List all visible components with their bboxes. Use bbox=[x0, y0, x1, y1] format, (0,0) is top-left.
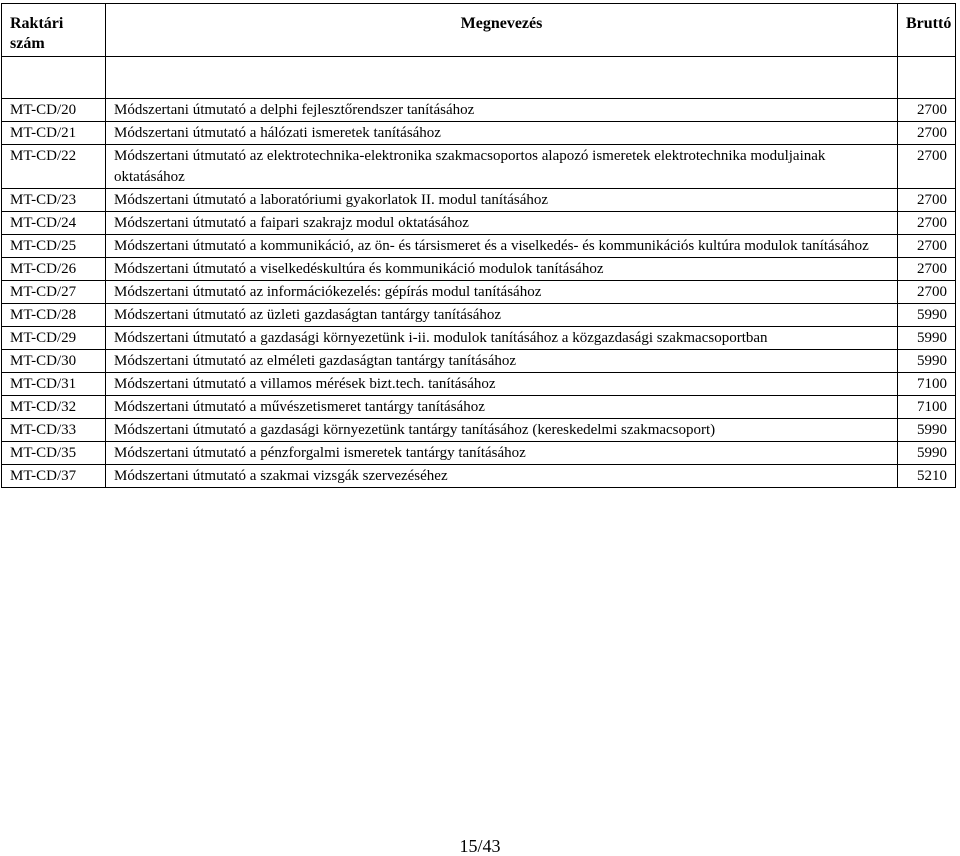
table-row bbox=[2, 396, 956, 419]
stock-number-cell: MT-CD/25 bbox=[2, 235, 106, 258]
item-name-cell: Módszertani útmutató a laboratóriumi gyakorlatok II. modul tanításához bbox=[106, 189, 898, 212]
stock-number-cell: MT-CD/28 bbox=[2, 304, 106, 327]
page-number: 15/43 bbox=[459, 836, 501, 856]
table-row bbox=[2, 465, 956, 488]
gross-price-cell: 2700 bbox=[898, 212, 956, 235]
table-row bbox=[2, 235, 956, 258]
stock-number-cell: MT-CD/26 bbox=[2, 258, 106, 281]
item-name-cell: Módszertani útmutató az elektrotechnika-elektronika szakmacsoportos alapozó ismeretek elektrotechnika moduljainak oktatásához bbox=[106, 145, 898, 189]
gross-price-cell: 5990 bbox=[898, 419, 956, 442]
item-name-cell: Módszertani útmutató az üzleti gazdaságtan tantárgy tanításához bbox=[106, 304, 898, 327]
table-row bbox=[2, 350, 956, 373]
stock-number-cell: MT-CD/35 bbox=[2, 442, 106, 465]
stock-number-cell: MT-CD/22 bbox=[2, 145, 106, 189]
price-list-table bbox=[1, 3, 956, 488]
gross-price-cell: 2700 bbox=[898, 281, 956, 304]
stock-number-cell: MT-CD/24 bbox=[2, 212, 106, 235]
stock-number-cell: MT-CD/23 bbox=[2, 189, 106, 212]
table-row bbox=[2, 145, 956, 189]
table-row bbox=[2, 122, 956, 145]
item-name-cell: Módszertani útmutató a gazdasági környezetünk tantárgy tanításához (kereskedelmi szakmacsoport) bbox=[106, 419, 898, 442]
table-row bbox=[2, 189, 956, 212]
item-name-cell: Módszertani útmutató a művészetismeret tantárgy tanításához bbox=[106, 396, 898, 419]
gross-price-cell: 5210 bbox=[898, 465, 956, 488]
gross-price-cell: 2700 bbox=[898, 145, 956, 189]
item-name-cell: Módszertani útmutató a hálózati ismeretek tanításához bbox=[106, 122, 898, 145]
item-name-cell: Módszertani útmutató a villamos mérések bizt.tech. tanításához bbox=[106, 373, 898, 396]
gross-price-cell: 2700 bbox=[898, 99, 956, 122]
item-name-cell: Módszertani útmutató a szakmai vizsgák szervezéséhez bbox=[106, 465, 898, 488]
gross-price-cell: 7100 bbox=[898, 396, 956, 419]
stock-number-cell: MT-CD/20 bbox=[2, 99, 106, 122]
empty-row bbox=[2, 57, 956, 99]
stock-number-cell: MT-CD/30 bbox=[2, 350, 106, 373]
stock-number-cell: MT-CD/31 bbox=[2, 373, 106, 396]
item-name-cell: Módszertani útmutató a viselkedéskultúra és kommunikáció modulok tanításához bbox=[106, 258, 898, 281]
header-stock-number: Raktári szám bbox=[2, 4, 106, 57]
gross-price-cell: 7100 bbox=[898, 373, 956, 396]
table-row bbox=[2, 442, 956, 465]
gross-price-cell: 5990 bbox=[898, 327, 956, 350]
table-row bbox=[2, 373, 956, 396]
gross-price-cell: 5990 bbox=[898, 442, 956, 465]
stock-number-cell: MT-CD/27 bbox=[2, 281, 106, 304]
gross-price-cell: 2700 bbox=[898, 122, 956, 145]
item-name-cell: Módszertani útmutató a delphi fejlesztőrendszer tanításához bbox=[106, 99, 898, 122]
stock-number-cell: MT-CD/33 bbox=[2, 419, 106, 442]
gross-price-cell: 5990 bbox=[898, 304, 956, 327]
empty-cell bbox=[898, 57, 956, 99]
stock-number-cell: MT-CD/21 bbox=[2, 122, 106, 145]
table-row bbox=[2, 419, 956, 442]
header-name: Megnevezés bbox=[106, 4, 898, 57]
gross-price-cell: 2700 bbox=[898, 235, 956, 258]
gross-price-cell: 2700 bbox=[898, 189, 956, 212]
item-name-cell: Módszertani útmutató a pénzforgalmi ismeretek tantárgy tanításához bbox=[106, 442, 898, 465]
table-row bbox=[2, 99, 956, 122]
table-body bbox=[2, 57, 956, 488]
empty-cell bbox=[2, 57, 106, 99]
gross-price-cell: 2700 bbox=[898, 258, 956, 281]
table-row bbox=[2, 281, 956, 304]
table-header-row bbox=[2, 4, 956, 57]
header-gross-price: Bruttó bbox=[898, 4, 956, 57]
stock-number-cell: MT-CD/37 bbox=[2, 465, 106, 488]
stock-number-cell: MT-CD/29 bbox=[2, 327, 106, 350]
table-row bbox=[2, 258, 956, 281]
table-row bbox=[2, 327, 956, 350]
item-name-cell: Módszertani útmutató az elméleti gazdaságtan tantárgy tanításához bbox=[106, 350, 898, 373]
gross-price-cell: 5990 bbox=[898, 350, 956, 373]
item-name-cell: Módszertani útmutató a kommunikáció, az ön- és társismeret és a viselkedés- és kommunikációs kultúra modulok tanításához bbox=[106, 235, 898, 258]
item-name-cell: Módszertani útmutató a gazdasági környezetünk i-ii. modulok tanításához a közgazdasági szakmacsoportban bbox=[106, 327, 898, 350]
item-name-cell: Módszertani útmutató az információkezelés: gépírás modul tanításához bbox=[106, 281, 898, 304]
item-name-cell: Módszertani útmutató a faipari szakrajz modul oktatásához bbox=[106, 212, 898, 235]
table-row bbox=[2, 212, 956, 235]
empty-cell bbox=[106, 57, 898, 99]
stock-number-cell: MT-CD/32 bbox=[2, 396, 106, 419]
table-row bbox=[2, 304, 956, 327]
